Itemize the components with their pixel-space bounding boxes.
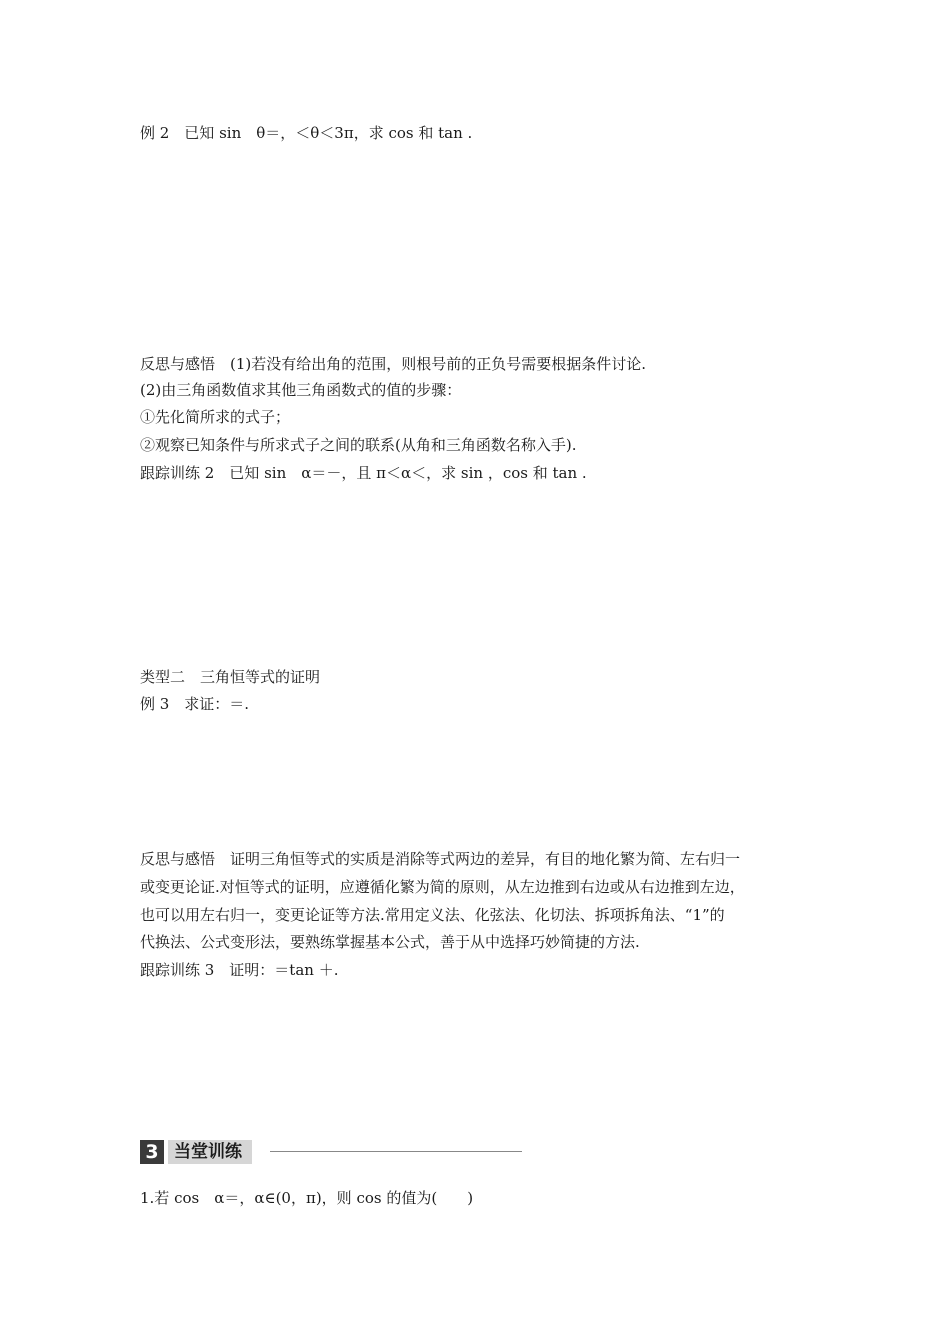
section-header [140,1140,522,1166]
reflection-1-line-3: ①先化简所求的式子； [140,408,291,426]
example-2: 例 2 已知 sin θ＝，＜θ＜3π，求 cos 和 tan . [140,124,473,142]
reflection-1-line-2: (2)由三角函数值求其他三角函数式的值的步骤： [140,381,462,399]
reflection-1-line-4: ②观察已知条件与所求式子之间的联系(从角和三角函数名称入手). [140,436,577,454]
tracking-exercise-3: 跟踪训练 3 证明：＝tan ＋. [140,961,339,979]
section-label: 当堂训练 [168,1140,252,1164]
reflection-2-line-4: 代换法、公式变形法，要熟练掌握基本公式，善于从中选择巧妙简捷的方法. [140,933,640,951]
section-rule [270,1151,522,1152]
reflection-2-line-3: 也可以用左右归一，变更论证等方法.常用定义法、化弦法、化切法、拆项拆角法、“1”的 [140,906,725,924]
question-1: 1.若 cos α＝，α∈(0，π)，则 cos 的值为( ) [140,1189,474,1207]
example-3: 例 3 求证：＝. [140,695,250,713]
reflection-2-line-2: 或变更论证.对恒等式的证明，应遵循化繁为简的原则，从左边推到右边或从右边推到左边， [140,878,745,896]
type-2-heading: 类型二 三角恒等式的证明 [140,668,321,686]
reflection-1-line-1: 反思与感悟 (1)若没有给出角的范围，则根号前的正负号需要根据条件讨论. [140,355,647,373]
tracking-exercise-2: 跟踪训练 2 已知 sin α＝－，且 π＜α＜，求 sin ，cos 和 tan . [140,464,587,482]
section-number: 3 [140,1140,164,1164]
reflection-2-line-1: 反思与感悟 证明三角恒等式的实质是消除等式两边的差异，有目的地化繁为简、左右归一 [140,850,741,868]
